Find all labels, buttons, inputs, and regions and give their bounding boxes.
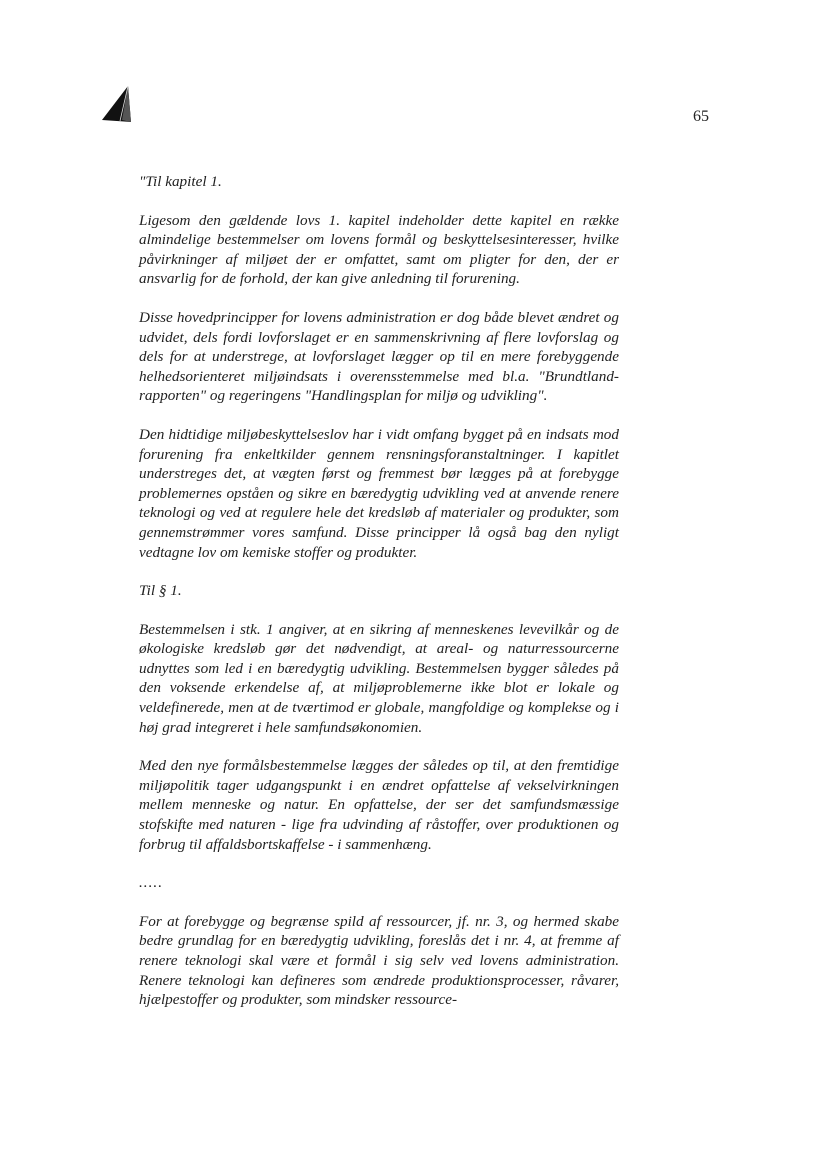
paragraph-6: For at forebygge og begrænse spild af ressourcer, jf. nr. 3, og hermed skabe bedre grundlag for en bæredygtig udvikling, foreslås det i nr. 4, at fremme af renere teknologi skal være et formål i sig selv ved lovens administration. Renere teknologi kan defineres som ændrede produktionsprocesser, råvarer, hjælpestoffer og produkter, som mindsker ressource-	[139, 912, 619, 1009]
paragraph-2: Disse hovedprincipper for lovens administration er dog både blevet ændret og udvidet, dels fordi lovforslaget er en sammenskrivning af flere lovforslag og dels for at understrege, at lovforslaget lægger op til en mere forebyggende helhedsorienteret miljøindsats i overensstemmelse med bl.a. "Brundtland-rapporten" og regeringens "Handlingsplan for miljø og udvikling".	[139, 308, 619, 405]
paragraph-4: Bestemmelsen i stk. 1 angiver, at en sikring af menneskenes levevilkår og de økologiske kredsløb gør det nødvendigt, at areal- og naturressourcerne udnyttes som led i en bæredygtig udvikling. Bestemmelsen bygger således på den voksende erkendelse af, at miljøproblemerne ikke blot er lokale og veldefinerede, men at de tværtimod er globale, mangfoldige og komplekse og i høj grad integreret i hele samfundsøkonomien.	[139, 620, 619, 736]
triangle-sail-logo-icon	[102, 86, 132, 122]
paragraph-3: Den hidtidige miljøbeskyttelseslov har i vidt omfang bygget på en indsats mod forurening fra enkeltkilder gennem rensningsforanstaltninger. I kapitlet understreges det, at vægten først og fremmest bør lægges på at forebygge problemernes opståen og sikre en bæredygtig udvikling ved at anvende renere teknologi og ved at regulere hele det kredsløb af materialer og produkter, som gennemstrømmer vores samfund. Disse principper lå også bag den nyligt vedtagne lov om kemiske stoffer og produkter.	[139, 425, 619, 561]
paragraph-5: Med den nye formålsbestemmelse lægges der således op til, at den fremtidige miljøpolitik tager udgangspunkt i en ændret opfattelse af vekselvirkningen mellem menneske og natur. En opfattelse, der ser det samfundsmæssige stofskifte med naturen - lige fra udvinding af råstoffer, over produktionen og forbrug til affaldsbortskaffelse - i sammenhæng.	[139, 757, 619, 853]
chapter-heading: "Til kapitel 1.	[139, 173, 222, 190]
page-number: 65	[693, 108, 709, 125]
paragraph-1: Ligesom den gældende lovs 1. kapitel indeholder dette kapitel en række almindelige bestemmelser om lovens formål og beskyttelsesinteresser, hvilke påvirkninger af miljøet der er omfattet, samt om pligter for den, der er ansvarlig for de forhold, der kan give anledning til forurening.	[139, 211, 619, 288]
document-body	[139, 172, 619, 1029]
ellipsis-separator: .....	[139, 874, 163, 892]
section-heading: Til § 1.	[139, 582, 182, 600]
